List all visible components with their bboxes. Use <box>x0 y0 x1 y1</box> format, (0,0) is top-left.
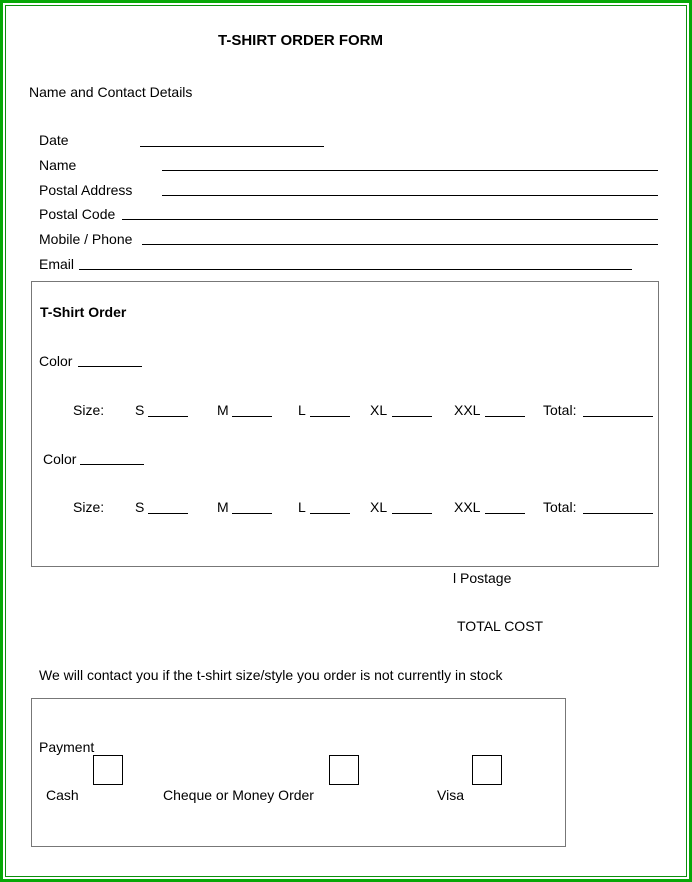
total-field[interactable] <box>583 513 653 514</box>
tshirt-order-box <box>31 281 659 567</box>
color-label: Color <box>39 353 73 369</box>
postal-address-field[interactable] <box>162 195 658 196</box>
payment-heading: Payment <box>39 739 95 755</box>
cheque-money-order-label: Cheque or Money Order <box>163 787 314 803</box>
color-field[interactable] <box>78 366 142 367</box>
size-xxl-field[interactable] <box>485 416 525 417</box>
size-s-label: S <box>135 402 145 418</box>
total-cost-label: TOTAL COST <box>457 618 544 634</box>
size-m-field[interactable] <box>232 513 272 514</box>
size-l-field[interactable] <box>310 513 350 514</box>
size-s-field[interactable] <box>148 513 188 514</box>
color-label: Color <box>43 451 77 467</box>
cash-checkbox[interactable] <box>93 755 123 785</box>
date-label: Date <box>39 132 69 148</box>
size-xl-label: XL <box>370 402 388 418</box>
date-field[interactable] <box>140 146 324 147</box>
postal-code-field[interactable] <box>122 219 658 220</box>
postal-address-label: Postal Address <box>39 182 133 198</box>
size-xl-field[interactable] <box>392 416 432 417</box>
size-label: Size: <box>73 402 105 418</box>
size-m-label: M <box>217 402 229 418</box>
cheque-money-order-checkbox[interactable] <box>329 755 359 785</box>
size-xl-label: XL <box>370 499 388 515</box>
form-title: T-SHIRT ORDER FORM <box>218 32 383 49</box>
name-field[interactable] <box>162 170 658 171</box>
size-l-field[interactable] <box>310 416 350 417</box>
name-label: Name <box>39 157 77 173</box>
cash-label: Cash <box>46 787 79 803</box>
total-field[interactable] <box>583 416 653 417</box>
postage-label: l Postage <box>453 570 512 586</box>
mobile-phone-field[interactable] <box>142 244 658 245</box>
tshirt-order-heading: T-Shirt Order <box>40 304 127 320</box>
mobile-phone-label: Mobile / Phone <box>39 231 133 247</box>
size-s-field[interactable] <box>148 416 188 417</box>
size-xxl-label: XXL <box>454 402 481 418</box>
contact-section-heading: Name and Contact Details <box>29 84 193 100</box>
email-field[interactable] <box>79 269 632 270</box>
size-s-label: S <box>135 499 145 515</box>
size-xl-field[interactable] <box>392 513 432 514</box>
visa-label: Visa <box>437 787 464 803</box>
total-label: Total: <box>543 402 577 418</box>
size-m-label: M <box>217 499 229 515</box>
visa-checkbox[interactable] <box>472 755 502 785</box>
size-l-label: L <box>298 499 306 515</box>
size-m-field[interactable] <box>232 416 272 417</box>
size-xxl-label: XXL <box>454 499 481 515</box>
email-label: Email <box>39 256 75 272</box>
size-l-label: L <box>298 402 306 418</box>
postal-code-label: Postal Code <box>39 206 116 222</box>
stock-note: We will contact you if the t-shirt size/style you order is not currently in stock <box>39 667 503 683</box>
size-label: Size: <box>73 499 105 515</box>
total-label: Total: <box>543 499 577 515</box>
color-field[interactable] <box>80 464 144 465</box>
size-xxl-field[interactable] <box>485 513 525 514</box>
